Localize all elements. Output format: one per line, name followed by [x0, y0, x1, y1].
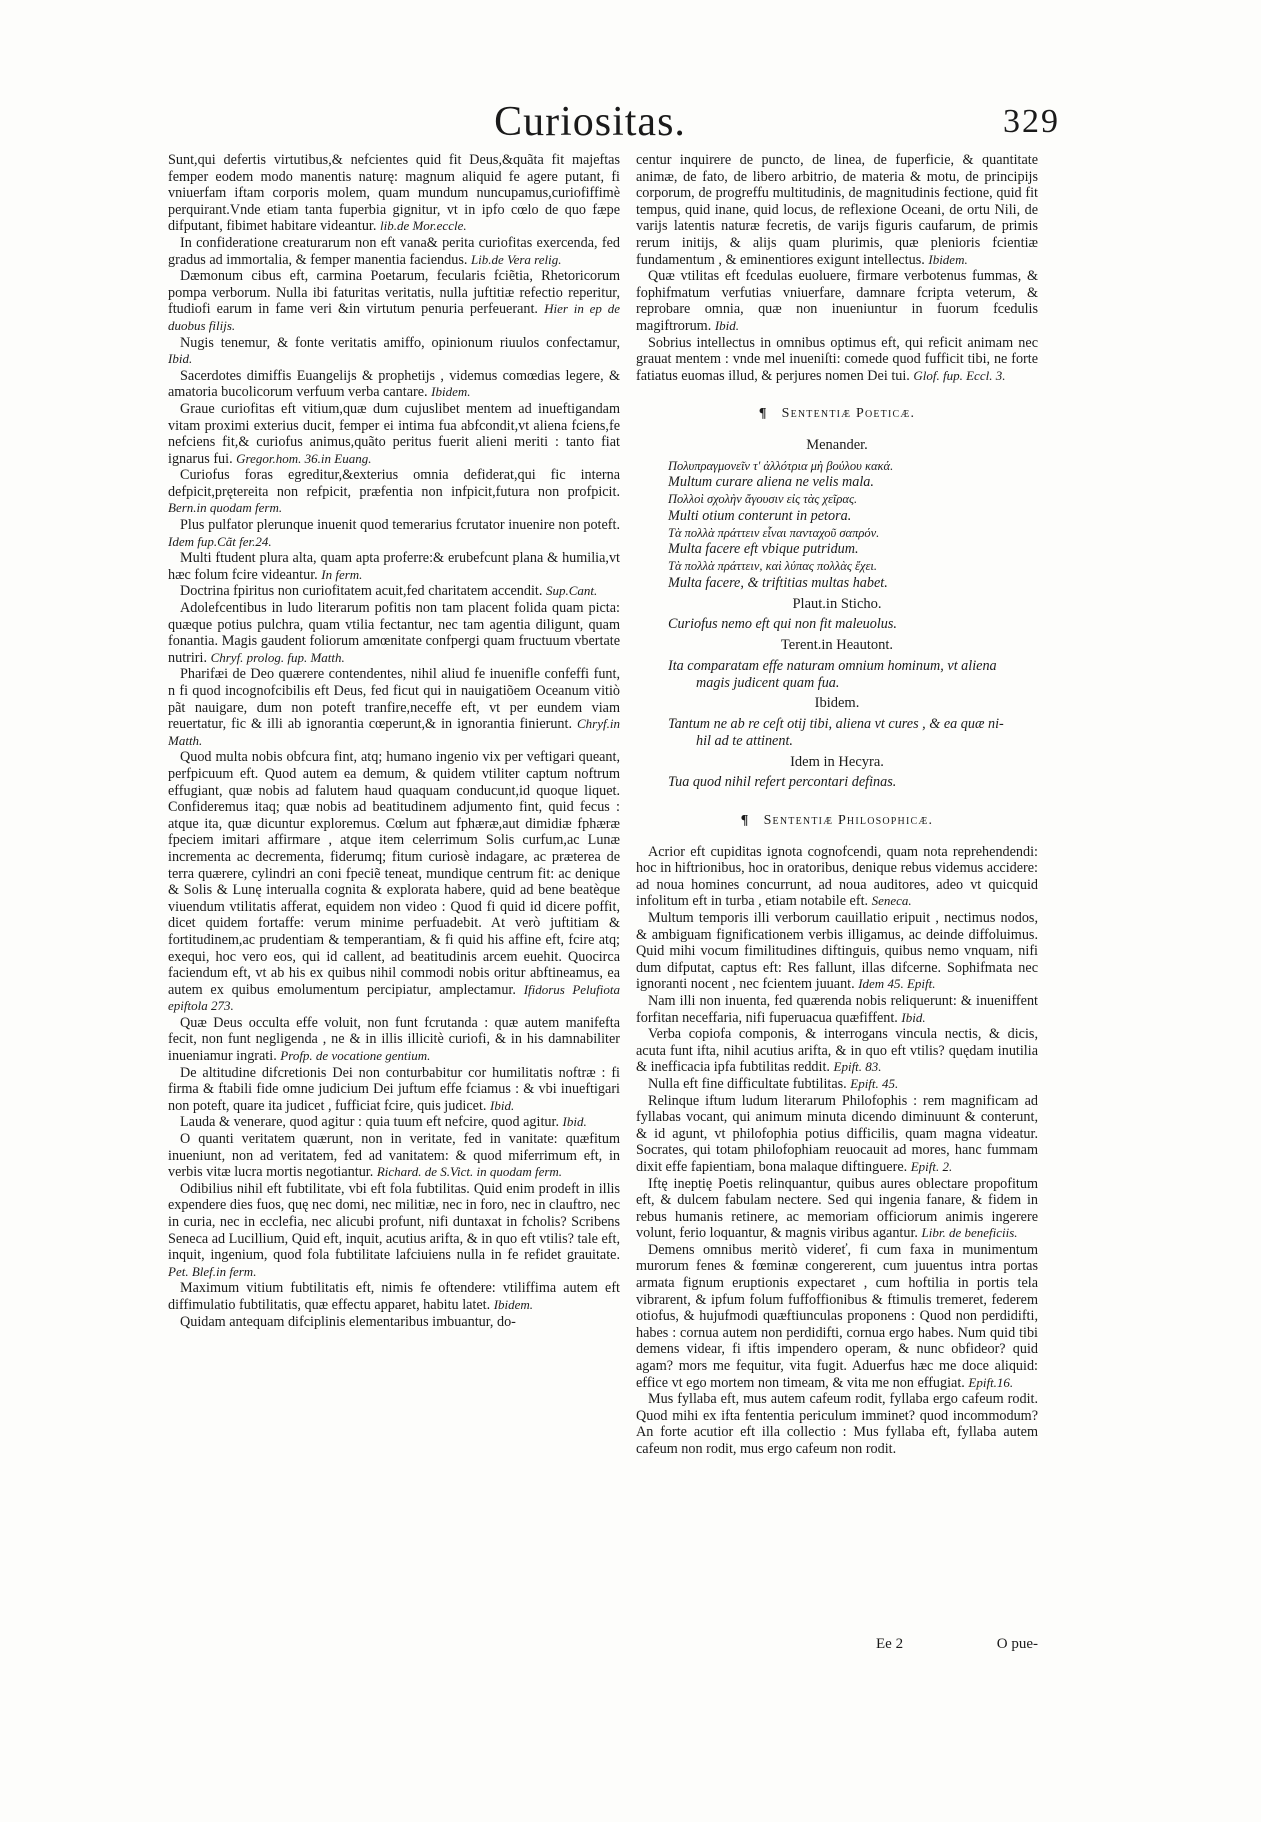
paragraph: [168, 517, 620, 550]
paragraph-text: Demens omnibus meritò videreť, fi cum faxa in munimentum murorum fenes & fœminæ congererent, cum juuentus intra portas armata fignum eruptionis expectaret , cum hoftilia in portis tela vibrarent, & ipfum folum fuffoffionibus & ftimulis tremeret, federem otiofus, & hujufmodi quæftiunculas proponens : Quod non perdidifti, habes : cornua autem non perdidifti, cornua ergo habes. Num quid tibi demens videar, fi iftis impendero operam, & nunc obfideor? quid agam? mors me fequitur, vita fugit. Aduerfus hæc me doce aliquid: effice vt ego mortem non timeam, & vita me non effugiat.: [636, 1241, 1038, 1391]
paragraph: [168, 749, 620, 1015]
verse-line: Tua quod nihil refert percontari definas.: [668, 774, 897, 791]
paragraph: [168, 467, 620, 517]
paragraph-text: Plus pulfator plerunque inuenit quod temerarius fcrutator inuenire non poteft.: [180, 517, 620, 534]
paragraph: [636, 1176, 1038, 1242]
running-head: [120, 92, 1060, 152]
paragraph-text: Quod multa nobis obfcura fint, atq; humano ingenio vix per veftigari queant, perfpicuum eft. Quod autem ea demum, & quidem vtiliter captum noftrum effugiant, quæ nobis ad falutem haud quaquam conducunt,id quoque liquet. Confideremus itaq; quæ nobis ad beatitudinem adjumento fint, quid fecus : atque ita, quæ dicuntur exploremus. Cœlum aut fphæræ,aut dimidiæ fphæræ fpeciem imitari affirmare , atque item celerrimum Solis curfum,ac Lunæ incrementa ac decrementa, fiderumq; fitum curiosè indagare, ac præterea de terra quærere, cylindri an coni fpeciẽ teneat, mundique centrum fit: ac denique & Solis & Lunę interualla cognita & explorata habere, quid ad bene beatèque viuendum vtilitatis afferat, equidem non video : Quod fi quid id dicere poffit, dicet quidem fortaffe: verum minime perfuadebit. At verò juftitiam & fortitudinem,ac prudentiam & temperantiam, & fi quid his affine eft, fcire atq; exequi, hoc vero eos, qui id callent, ad beatitudinis arcem euehit. Quocirca faciendum eft, vt ab his ex quibus nihil commodi nobis oritur abftineamus, ea autem ex quibus emolumentum percipiatur, amplectamur.: [168, 749, 620, 998]
heading-text: Sententiæ Philosophicæ.: [763, 813, 934, 829]
signature-mark: Ee 2: [876, 1636, 904, 1652]
source-reference: Epift. 45.: [850, 1075, 899, 1091]
paragraph: [168, 600, 620, 666]
section-heading-philosophic: [636, 813, 1038, 830]
source-reference: Seneca.: [871, 893, 912, 909]
paragraph-text: Multi ftudent plura alta, quam apta proferre:& erubefcunt plana & humilia,vt hæc folum fcire videantur.: [168, 550, 620, 583]
paragraph-text: Nulla eft fine difficultate fubtilitas.: [648, 1075, 847, 1092]
paragraph-text: De altitudine difcretionis Dei non conturbabitur cor humilitatis noftræ : fi firma & ftabili fide omne judicium Dei juftum effe fciamus : & vbi inueftigari non poteft, quare ita judicet , fufficiat fcire, quis judicet.: [168, 1064, 620, 1114]
source-reference: Ifidorus Pelufiota epiftola 273.: [168, 981, 620, 1014]
paragraph-text: Dæmonum cibus eft, carmina Poetarum, fecularis fciẽtia, Rhetoricorum pompa verborum. Nulla ibi faturitas veritatis, nulla juftitiæ refectio reperitur, ftudiofi earum in fame veri &in virtutum penuria perfeuerant.: [168, 268, 620, 318]
paragraph: [168, 1015, 620, 1065]
verse-line: Πολλοὶ σχολὴν ἄγουσιν εἰς τὰς χεῖρας.: [668, 492, 858, 507]
paragraph: [636, 1076, 1038, 1093]
verse-line: Multa facere, & triftitias multas habet.: [668, 575, 888, 592]
source-reference: Chryf. prolog. fup. Matth.: [210, 649, 345, 665]
source-reference: Idem 45. Epift.: [858, 976, 936, 992]
verse-line: Multum curare aliena ne velis mala.: [668, 474, 874, 491]
paragraph: [168, 401, 620, 467]
paragraph: [168, 152, 620, 235]
source-reference: In ferm.: [321, 566, 363, 582]
paragraph: [168, 368, 620, 401]
paragraph: [636, 152, 1038, 268]
paragraph: [168, 1131, 620, 1181]
verse-line: magis judicent quam fua.: [696, 674, 840, 691]
paragraph: [168, 1280, 620, 1313]
paragraph: [636, 910, 1038, 993]
paragraph: [636, 268, 1038, 334]
paragraph: [168, 268, 620, 334]
paragraph: [168, 550, 620, 583]
paragraph: [636, 335, 1038, 385]
pilcrow-icon: ¶: [740, 813, 750, 829]
source-reference: Hier in ep de duobus filijs.: [168, 301, 620, 333]
paragraph-text: In confideratione creaturarum non eft vana& perita curiofitas exercenda, fed gradus ad immortalia, & femper manentia faciendus.: [168, 234, 620, 268]
paragraph: [168, 235, 620, 268]
paragraph-text: Nugis tenemur, & fonte veritatis amiffo, opinionum riuulos confectamur,: [180, 334, 620, 351]
paragraph: [636, 993, 1038, 1026]
quote-author: Terent.in Heautont.: [780, 637, 894, 654]
verse-line: Τὰ πολλὰ πράττειν εἶναι πανταχοῦ σαπρόν.: [668, 525, 880, 540]
paragraph-text: centur inquirere de puncto, de linea, de fuperficie, & quantitate animæ, de fato, de libero arbitrio, de materia & motu, de principijs corporum, de progreffu multitudinis, de magnitudinis fectione, quid fit tempus, quid inane, quid locus, de reflexione Oceani, de ortu Nili, de varijs latentis naturæ fecretis, de varijs figuris caufarum, de primis rerum initijs, & alijs quam plurimis, quæ plenioris fcientiæ fundamentum , & eminentiores exigunt intellectus.: [636, 152, 1038, 268]
paragraph: [636, 1391, 1038, 1457]
paragraph: [636, 844, 1038, 910]
source-reference: Lib.de Vera relig.: [470, 251, 562, 267]
paragraph-text: Pharifæi de Deo quærere contendentes, nihil aliud fe inuenifle confeffi funt, n fi quod incognofcibilis eft Deus, fed ficut qui in nauigatiõem Oceanum vitiò pãt nauigare, dum non poteft tranfire,neceffe eft, vt per eundem viam reuertatur, fic & illi ab ignorantia cœperunt,& in ignorantia finierunt.: [168, 666, 620, 733]
source-reference: Pet. Blef.in ferm.: [168, 1263, 257, 1279]
source-reference: Ibid.: [562, 1114, 587, 1130]
paragraph-text: Quæ Deus occulta effe voluit, non funt fcrutanda : quæ autem manifefta fecit, non funt negligenda , ne & in illis illicitè curiofi, & in his damnabiliter inueniamur ingrati.: [168, 1014, 620, 1065]
paragraph: [168, 335, 620, 368]
paragraph-text: Sunt,qui defertis virtutibus,& nefcientes quid fit Deus,&quãta fit majeftas femper eodem modo manentis naturę: magnum aliquid fe agere putant, fi vniuerfam iftam corporis molem, quam mundum nuncupamus,curiofiffimè perquirant.Vnde etiam tanta fuperbia gignitur, vt in ipfo cœlo de quo fæpe difputant, fibimet habitare videantur.: [168, 152, 620, 235]
paragraph-text: Verba copiofa componis, & interrogans vincula nectis, & dicis, acuta funt ifta, nihil acutius arifta, & in quo eft vtilis? quędam inutilia & inefficacia ipfa fubtilitas reddit.: [636, 1026, 1038, 1076]
verse-line: Multa facere eft vbique putridum.: [668, 541, 859, 558]
source-reference: Sup.Cant.: [545, 583, 598, 599]
quote-author: Ibidem.: [814, 695, 860, 712]
quote-author: Idem in Hecyra.: [790, 753, 884, 770]
paragraph-text: Quæ vtilitas eft fcedulas euoluere, firmare verbotenus fummas, & fophifmatum verfutias vniuerfare, damnare fcripta veterum, & reprobare omnia, quæ non inueniuntur in fuorum fcedulis magiftrorum.: [636, 268, 1038, 334]
source-reference: Bern.in quodam ferm.: [168, 500, 283, 516]
paragraph: [168, 583, 620, 600]
quote-author: Plaut.in Sticho.: [792, 595, 882, 612]
paragraph-text: Multum temporis illi verborum cauillatio eripuit , nectimus nodos, & ambiguam fignificationem verbis illigamus, ac deinde diffoluimus. Quid mihi vocum fimilitudines diftinguis, quibus nemo vnquam, nifi dum difputat, captus eft: Res fallunt, illas difcerne. Sophifmata nec ignoranti nocent , nec fcientem juuant.: [636, 910, 1038, 993]
verse-line: Tantum ne ab re ceſt otij tibi, aliena vt cures , & ea quæ ni-: [668, 716, 1004, 733]
paragraph-text: Nam illi non inuenta, fed quærenda nobis reliquerunt: & inueniffent forfitan neceffaria, nifi fuperuacua quæfiffent.: [636, 992, 1038, 1026]
source-reference: Glof. fup. Eccl. 3.: [913, 367, 1006, 383]
paragraph: [168, 1114, 620, 1131]
source-reference: Ibidem.: [928, 251, 968, 267]
source-reference: Ibid.: [714, 317, 740, 333]
source-reference: Chryf.in Matth.: [168, 716, 620, 748]
source-reference: Ibid.: [490, 1097, 515, 1113]
paragraph-text: Mus fyllaba eft, mus autem cafeum rodit, fyllaba ergo cafeum rodit. Quod mihi ex ifta fententia periculum imminet? quod incommodum? An forte acutior eft illa collectio : Mus fyllaba eft, fyllaba autem cafeum non rodit, mus ergo cafeum non rodit.: [636, 1391, 1038, 1457]
paragraph: [168, 666, 620, 749]
page-title: Curiositas.: [494, 99, 686, 145]
source-reference: Richard. de S.Vict. in quodam ferm.: [376, 1164, 563, 1180]
catchword: O pue-: [996, 1636, 1038, 1652]
poetic-quotes: [636, 437, 1038, 791]
page-number: 329: [1003, 103, 1060, 140]
paragraph: [636, 1093, 1038, 1176]
source-reference: lib.de Mor.eccle.: [379, 218, 467, 234]
heading-text: Sententiæ Poeticæ.: [781, 406, 916, 422]
source-reference: Epift. 2.: [910, 1158, 953, 1174]
paragraph-text: Maximum vitium fubtilitatis eft, nimis fe oftendere: vtiliffima autem eft diffimulatio fubtilitatis, quæ effectu apparet, habitu latet.: [168, 1280, 620, 1313]
source-reference: Ibid.: [901, 1009, 926, 1025]
source-reference: Libr. de beneficiis.: [921, 1225, 1018, 1241]
left-column: [168, 152, 620, 1632]
verse-line: Multi otium conterunt in petora.: [668, 507, 852, 524]
source-reference: Ibid.: [168, 351, 193, 367]
source-reference: Epift. 83.: [833, 1059, 882, 1075]
paragraph-text: Odibilius nihil eft fubtilitate, vbi eft fola fubtilitas. Quid enim prodeft in illis expendere dies fuos, quę nec domi, nec militiæ, nec in foro, nec in clauftro, nec in curia, nec in ecclefia, nec alicubi profunt, nifi duntaxat in fcholis? Scribens Seneca ad Lucillium, Quid eft, inquit, acutius arifta, & in quo eft vtilis? tale eft, inquit, ingenium, quod fola fubtilitate lafciuiens nulla in fe refidet grauitate.: [168, 1180, 620, 1264]
paragraph-text: Curiofus foras egreditur,&exterius omnia defiderat,qui fic interna defpicit,prętereita non refpicit, præfentia non infpicit,futura non profpicit.: [168, 467, 620, 500]
paragraph-text: Acrior eft cupiditas ignota cognofcendi, quam nota reprehendendi: hoc in hiftrionibus, hoc in oratoribus, denique rebus videmus accidere: ad noua homines concurrunt, ad noua auditores, adeo vt quicquid infolitum eft in turba , etiam notabile eft.: [636, 843, 1038, 910]
verse-line: Τὰ πολλὰ πράττειν, καὶ λύπας πολλὰς ἔχει.: [668, 559, 878, 574]
section-heading-poetic: [636, 406, 1038, 423]
right-column: [636, 152, 1038, 1632]
verse-line: Ita comparatam effe naturam omnium hominum, vt aliena: [668, 657, 997, 674]
verse-line: Πολυπραγμονεῖν τ' ἀλλότρια μὴ βούλου κακά.: [668, 458, 894, 473]
paragraph-text: Adolefcentibus in ludo literarum pofitis non tam placent folida quam picta: quæque potius pulchra, quam vtilia fectantur, nec tam agentia diligunt, quam fonantia. Magis gaudent foliorum amœnitate confpergi quam fructuum vbertate nutriri.: [168, 600, 620, 666]
source-reference: Ibidem.: [493, 1296, 534, 1312]
verse-line: hil ad te attinent.: [696, 732, 793, 749]
philosophic-paragraphs: [636, 844, 1038, 1458]
source-reference: Epift.16.: [968, 1374, 1014, 1390]
paragraph: [168, 1065, 620, 1115]
paragraph-text: Lauda & venerare, quod agitur : quia tuum eft nefcire, quod agitur.: [180, 1114, 559, 1131]
paragraph-text: O quanti veritatem quærunt, non in veritate, fed in vanitate: quæfitum inueniunt, non ad veritatem, fed ad vanitatem: & quod miferrimum eft, in verbis vitæ lucra mortis negotiantur.: [168, 1131, 620, 1181]
page-footer: [636, 1632, 1038, 1656]
paragraph-text: Doctrina fpiritus non curiofitatem acuit,fed charitatem accendit.: [180, 583, 543, 600]
pilcrow-icon: ¶: [758, 406, 768, 422]
source-reference: Ibidem.: [431, 384, 471, 400]
right-top-paragraphs: [636, 152, 1038, 384]
paragraph: [168, 1314, 620, 1331]
paragraph-text: Relinque iftum ludum literarum Philofophis : rem magnificam ad fyllabas vocant, qui animum minuta dicendo diminuunt & conterunt, & id agunt, vt philofophia potius difficilis, quam magna videatur. Socrates, qui totam philofophiam reuocauit ad mores, hanc fummam dixit effe fapientiam, bona malaque diftinguere.: [636, 1092, 1038, 1175]
quote-author: Menander.: [806, 436, 868, 453]
verse-line: Curiofus nemo eft qui non fit maleuolus.: [668, 616, 897, 633]
paragraph: [636, 1242, 1038, 1391]
paragraph-text: Sobrius intellectus in omnibus optimus eft, qui reficit animam nec grauat mentem : vnde mel inueniſti: comede quod fufficit tibi, ne forte fatiatus euomas illud, & perjures nomen Dei tui.: [636, 334, 1038, 384]
paragraph-text: Sacerdotes dimiffis Euangelijs & prophetijs , videmus comœdias legere, & amatoria bucolicorum verfuum verba cantare.: [168, 367, 620, 401]
source-reference: Gregor.hom. 36.in Euang.: [236, 450, 372, 466]
paragraph-text: Graue curiofitas eft vitium,quæ dum cujuslibet mentem ad inueftigandam vitam proximi exterius ducit, femper ei intima fua abfcondit,vt aliena fciens,fe nefciens fit,& curiofus animus,quãto peritus fuerit alieni meriti : tanto fiat ignarus fui.: [168, 400, 620, 467]
source-reference: Idem fup.Cãt fer.24.: [168, 533, 272, 549]
source-reference: Profp. de vocatione gentium.: [280, 1048, 431, 1064]
paragraph-text: Iftę ineptię Poetis relinquantur, quibus aures oblectare propofitum eft, & dulcem fabulam nectere. Sed qui ingenia fanare, & fidem in rebus humanis retinere, ac memoriam officiorum animis ingerere volunt, ferio loquantur, & magnis viribus agantur.: [636, 1175, 1038, 1242]
paragraph: [168, 1181, 620, 1281]
paragraph: [636, 1026, 1038, 1076]
paragraph-text: Quidam antequam difciplinis elementaribus imbuantur, do-: [180, 1313, 516, 1330]
